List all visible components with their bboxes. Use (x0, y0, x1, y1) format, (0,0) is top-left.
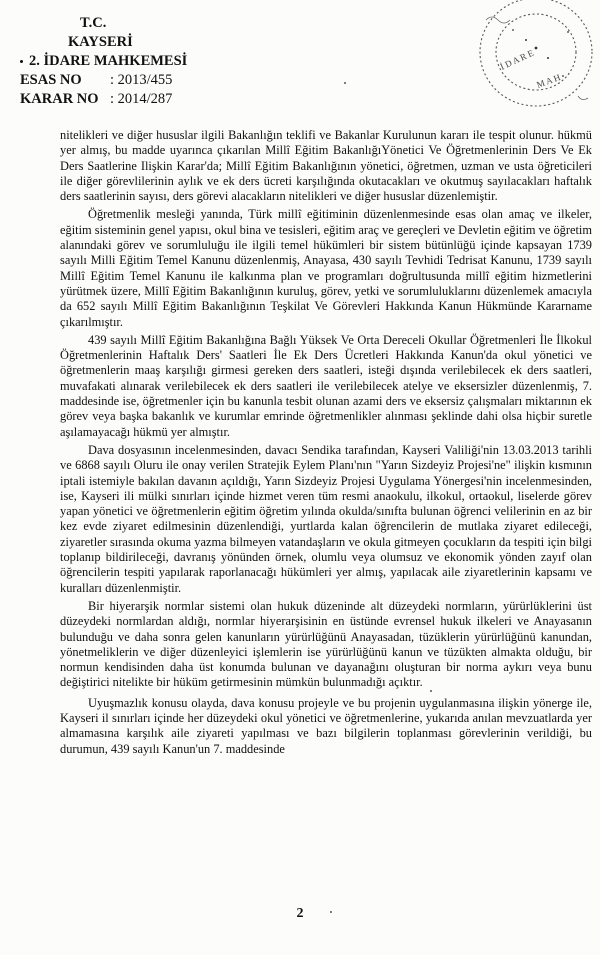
paragraph-1: nitelikleri ve diğer hususlar ilgili Bakanlığın teklifi ve Bakanlar Kurulunun kararı ile tespit olunur. hükmü yer almış, bu madde uyarınca çıkarılan Millî Eğitim BakanlığıYönetici Ve Öğretmenlerinin Ders Ve Ek Ders Saatlerine Ilişkin Karar'da; Millî Eğitim Bakanlığının yönetici, öğretmen, uzman ve usta öğreticileri ile diğer görevlilerinin aylık ve ek ders ücreti karşılığında okutacakları ve okutmuş sayılacakları haftalık ders saatlerinin sayısı, ders görevi alacakların nitelikleri ve diğer hususlar düzenlemiştir. (60, 128, 592, 204)
esas-label: ESAS NO (20, 72, 82, 88)
esas-value: : 2013/455 (110, 72, 173, 88)
svg-text:M A H: M A H (535, 72, 562, 90)
header-tc: T.C. (80, 15, 107, 31)
court-header (20, 14, 187, 109)
paragraph-5: Bir hiyerarşik normlar sistemi olan hukuk düzeninde alt düzeydeki normların, yürürlüklerini üst düzeydeki normlardan aldığı, normlar hiyerarşisinin en üstünde evrensel hukuk ilkeleri ve Anayasanın bulunduğu ve daha sonra gelen kanunların yürürlüğünü Anayasadan, tüzüklerin yürürlüğünü kanundan, yönetmeliklerin ve diğer düzenleyici işlemlerin ise yürürlüğünü kanun ve tüzükten almakta olduğu, bir normun kendisinden daha üst konumda bulunan ve dayanağını oluşturan bir norma aykırı veya bunu değiştirici nitelikte bir hüküm getirmesinin mümkün bulunmadığı açıktır. (60, 598, 592, 690)
header-court-name: 2. İDARE MAHKEMESİ (29, 53, 188, 69)
paragraph-3: 439 sayılı Millî Eğitim Bakanlığına Bağlı Yüksek Ve Orta Dereceli Okullar Öğretmenleri İle İlkokul Öğretmenlerinin Haftalık Ders' Saatleri İle Ek Ders Ücretleri Hakkında Kanun'da okul yönetici ve öğretmenlerin maaş karşılığı girmesi gereken ders saatleri, isteği dışında verilebilecek ek ders saatleri, muvafakati alınarak verilebilecek ek ders saatleri ile verilebilecek atelye ve eksersizler düzenlenmiş, 7. maddesinde ise, öğretmenler için bu kanunla tesbit olunan azami ders ve eksersiz çalışmaları miktarının ek görev veya başka bakanlık ve kurumlar emrinde öğretmenlikler alınması şeklinde dahi olsa hiçbir suretle aşılamayacağı hükmü yer almıştır. (60, 332, 592, 439)
karar-value: : 2014/287 (110, 91, 173, 107)
paragraph-6: Uyuşmazlık konusu olayda, dava konusu projeyle ve bu projenin uygulanmasına ilişkin yönerge ile, Kayseri il sınırları içinde her düzeydeki okul yönetici ve öğretmenlerine, yukarıda anılan mevzuatlarda yer almamasına karşılık aile ziyareti yapılması ve bazı bilgilerin toplanması görevlerinin verildiği, bu durumun, 439 sayılı Kanun'un 7. maddesinde (60, 695, 592, 756)
header-court (20, 52, 187, 71)
esas-row (20, 71, 187, 90)
karar-label: KARAR NO (20, 91, 99, 107)
document-body (60, 128, 592, 760)
paragraph-4: Dava dosyasının incelenmesinden, davacı Sendika tarafından, Kayseri Valiliği'nin 13.03.2013 tarihli ve 6868 sayılı Oluru ile onay verilen Stratejik Eylem Planı'nın "Yarın Sizdeyiz Projesi'ne" ilişkin kısmının iptali istemiyle bakılan davanın açıldığı, Yarın Sizdeyiz Projesi Uygulama Yönergesi'nin incelenmesinden, ise, Kayseri ili mülki sınırları içinde hizmet veren tüm resmi anaokulu, ilkokul, ortaokul, liselerde görev yapan yönetici ve öğretmenlerin eğitim öğretim yılında okulda/sınıfta bulunan öğrenci velilerinin en az bir kez evde ziyaret edilmesinin düzenlendiği, yurtlarda kalan öğrencilerin de mutlaka ziyaret edileceği, ziyaretler sırasında okuma yazma bilmeyen vatandaşların ve okula gitmeyen çocukların da tespiti için bilgi toplanıp bildirileceği, davranış yönünden örnek, olumlu veya olumsuz ve ekonomik yönden zayıf olan öğrencilerin tespiti yapılarak raporlanacağı hükümleri yer almış, yapılacak aile ziyaretlerinin kapsamı ve kuralları düzenlenmiştir. (60, 442, 592, 595)
svg-text:İ D A R E: İ D A R E (498, 47, 536, 72)
header-city: KAYSERİ (68, 34, 133, 50)
bullet-dot (20, 60, 23, 63)
court-seal-stamp (468, 0, 598, 120)
page-number: 2 (296, 906, 304, 921)
karar-row (20, 90, 187, 109)
paragraph-2: Öğretmenlik mesleği yanında, Türk millî eğitiminin düzenlenmesinde esas olan amaç ve ilkeler, eğitim sisteminin genel yapısı, okul bina ve tesisleri, eğitim araç ve gereçleri ve Devletin eğitim ve öğretim alanındaki görev ve sorumluluğu ile ilgili temel hükümleri bir sistem bütünlüğü içinde kapsayan 1739 sayılı Milli Eğitim Temel Kanunu düzenlenmiş, Anayasa, 430 sayılı Tevhidi Tedrisat Kanunu, 1739 sayılı Millî Eğitim Temel Kanunu ile kalkınma plan ve programları doğrultusunda millî eğitim hizmetlerini yürütmek üzere, Millî Eğitim Bakanlığının kuruluş, görev, yetki ve sorumluluklarını düzenlemek amacıyla da 652 sayılı Millî Eğitim Bakanlığının Teşkilat Ve Görevleri Hakkında Kanun Hükmünde Kararname çıkarılmıştır. (60, 207, 592, 329)
